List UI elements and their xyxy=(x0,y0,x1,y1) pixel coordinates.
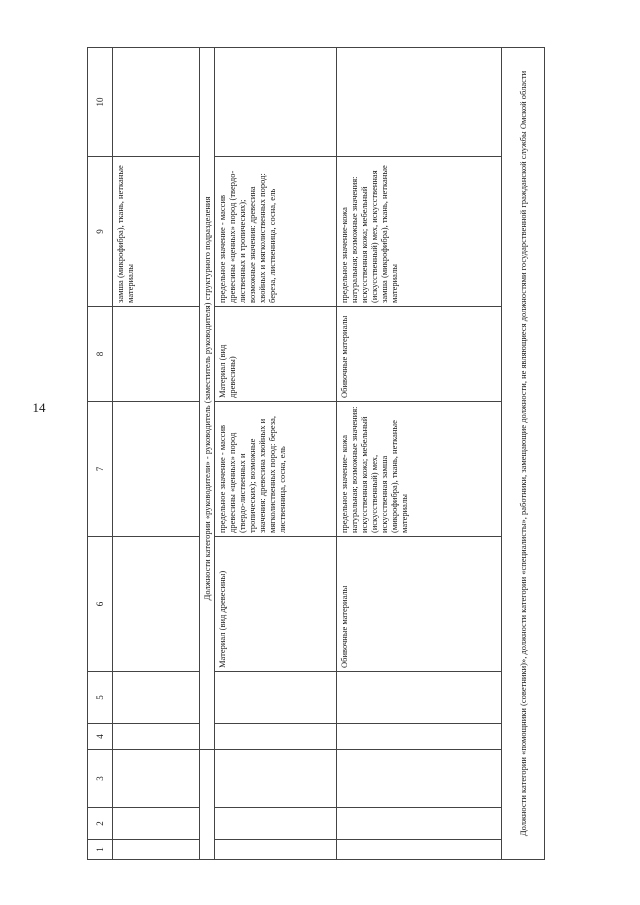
table-cell xyxy=(113,750,200,808)
requirements-table xyxy=(87,47,545,860)
table-cell: замша (микрофибра), ткань, нетканые материалы xyxy=(113,157,200,307)
table-cell: Материал (вид древесины) xyxy=(215,307,337,402)
page-number: 14 xyxy=(32,400,46,415)
table-cell xyxy=(337,840,502,860)
section-header-row xyxy=(200,48,215,860)
header-cell: 3 xyxy=(88,750,113,808)
table-cell xyxy=(337,48,502,157)
header-cell: 6 xyxy=(88,537,113,672)
table-cell: Обивочные материалы xyxy=(337,537,502,672)
table-cell xyxy=(215,672,337,724)
table-row xyxy=(215,48,337,860)
table-cell xyxy=(113,840,200,860)
table-cell xyxy=(113,672,200,724)
table-cell: предельное значение-кожа натуральная; возможные значения: искусственная кожа; мебельный (искусственный) мех, искусственная замша (микрофибра), ткань, нетканые материалы xyxy=(337,157,502,307)
table-cell xyxy=(337,808,502,840)
table-cell: Материал (вид древесины) xyxy=(215,537,337,672)
header-cell: 7 xyxy=(88,402,113,537)
table-cell: предельное значение- кожа натуральная; возможные значения: искусственная кожа; мебельный (искусственный) мех, искусственная замша (микрофибра), ткань, нетканые материалы xyxy=(337,402,502,537)
table-cell: Обивочные материалы xyxy=(337,307,502,402)
table-cell xyxy=(215,808,337,840)
header-cell: 2 xyxy=(88,808,113,840)
table-row xyxy=(113,48,200,860)
table-cell xyxy=(113,537,200,672)
header-cell: 5 xyxy=(88,672,113,724)
table-cell xyxy=(113,48,200,157)
table-cell: предельное значение - массив древесины «ценных» пород (твердо-лиственных и тропических); возможные значения: древесина хвойных и мягколиственных пород: береза, лиственница, сосна, ель xyxy=(215,157,337,307)
table-cell xyxy=(215,724,337,750)
header-cell: 4 xyxy=(88,724,113,750)
table-cell xyxy=(215,48,337,157)
table-header-row xyxy=(88,48,113,860)
table-cell xyxy=(113,724,200,750)
table-cell xyxy=(215,750,337,808)
table-row xyxy=(337,48,502,860)
document-page xyxy=(80,0,640,905)
section-assistants-title: Должности категории «помощники (советники)», должности категории «специалисты», работники, замещающие должности, не являющиеся должностями государственной гражданской службы Омской области xyxy=(502,48,545,860)
table-cell xyxy=(337,724,502,750)
table-cell xyxy=(113,307,200,402)
section-header-row xyxy=(502,48,545,860)
header-cell: 8 xyxy=(88,307,113,402)
table-cell xyxy=(337,750,502,808)
table-cell: предельное значение - массив древесины «ценных» пород (твердо-лиственных и тропических); возможные значения: древесина хвойных и мягколиственных пород: береза, лиственница, сосна, ель xyxy=(215,402,337,537)
header-cell: 10 xyxy=(88,48,113,157)
table-cell xyxy=(113,402,200,537)
header-cell: 9 xyxy=(88,157,113,307)
table-cell xyxy=(215,840,337,860)
section-leaders-title: Должности категории «руководители» - руководитель (заместитель руководителя) структурного подразделения xyxy=(200,48,215,750)
table-cell xyxy=(337,672,502,724)
table-cell xyxy=(113,808,200,840)
header-cell: 1 xyxy=(88,840,113,860)
rotated-table-wrapper xyxy=(87,48,597,860)
table-cell xyxy=(200,750,215,860)
